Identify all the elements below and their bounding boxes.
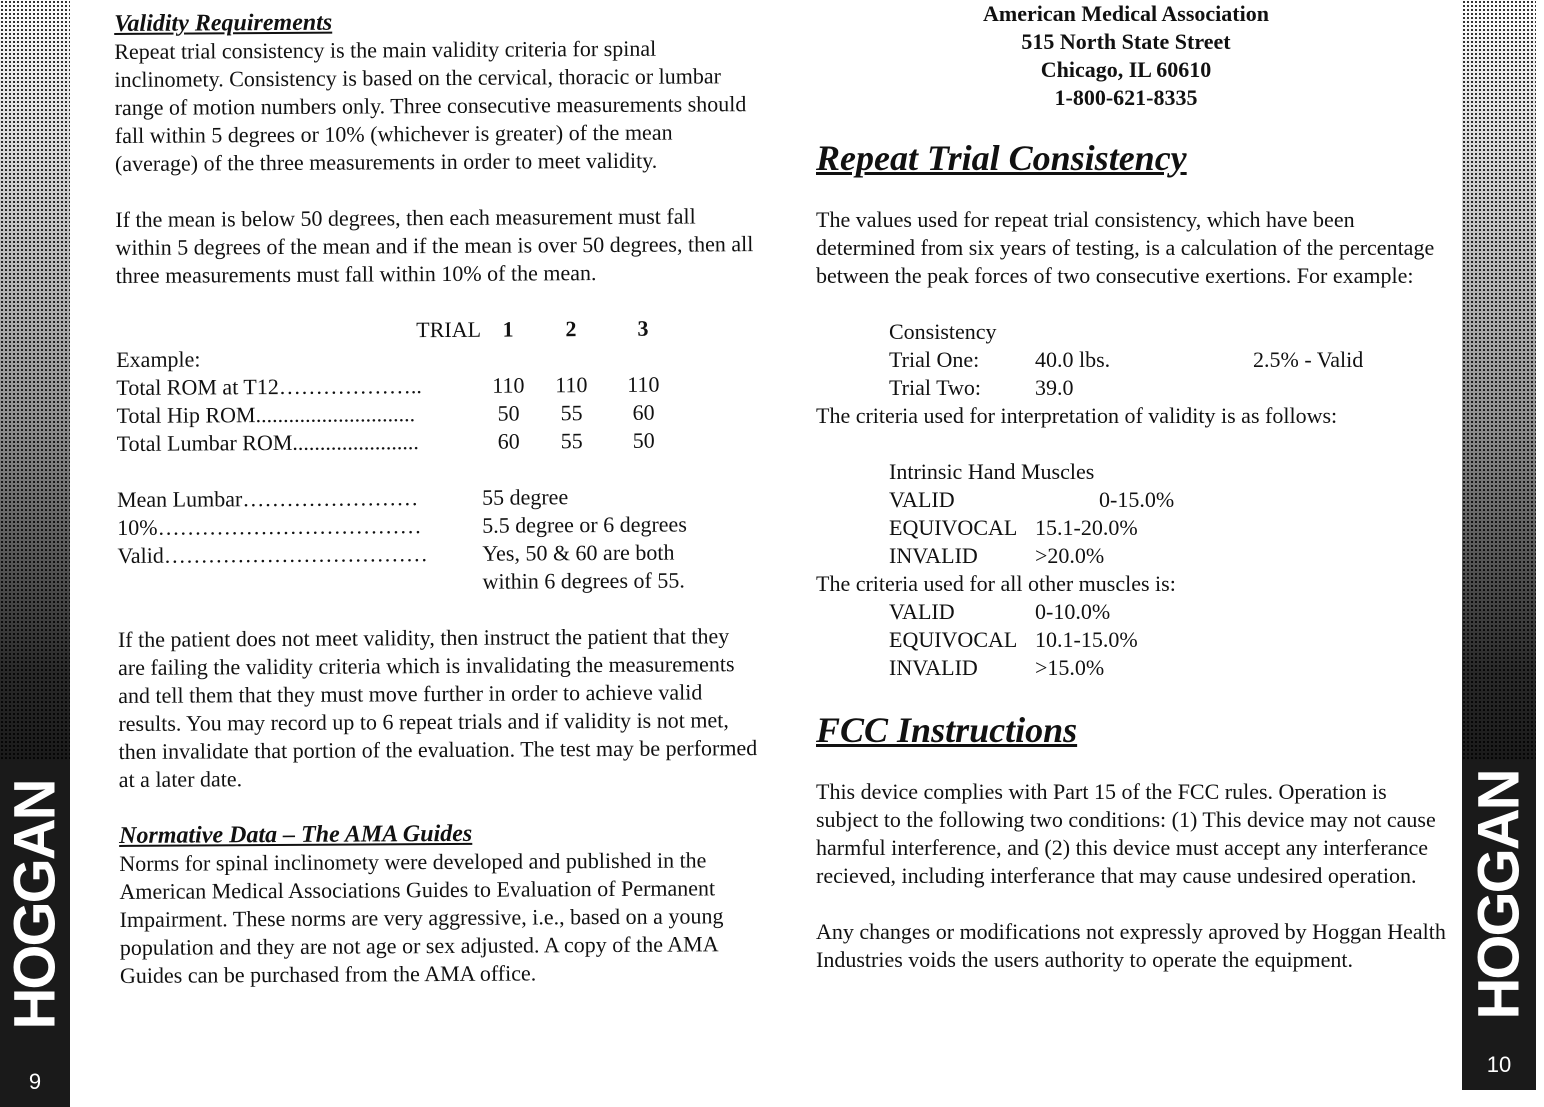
criteria-intro: The criteria used for interpretation of validity is as follows:	[816, 403, 1338, 428]
validity-heading: Validity Requirements	[114, 9, 333, 37]
left-dither-gradient	[0, 0, 70, 760]
table-row	[117, 426, 757, 458]
row-value: 110	[492, 372, 525, 398]
summary-label: 10%………………………………	[117, 513, 422, 540]
criteria-value: >15.0%	[1035, 655, 1105, 680]
right-page-content	[816, 0, 1446, 974]
right-brand-logo: HOGGAN	[1466, 770, 1532, 1020]
normative-heading: Normative Data – The AMA Guides	[119, 820, 473, 849]
row-label: Total Lumbar ROM.......................	[116, 429, 419, 456]
table-row	[116, 398, 756, 430]
criteria-row	[889, 654, 1446, 682]
criteria-value: >20.0%	[1035, 543, 1105, 568]
fcc-paragraph-1: This device complies with Part 15 of the FCC rules. Operation is subject to the following two conditions: (1) This device may not cause harmful interference, and (2) this device must accept any interferance recieved, including interferance that may cause undesired operation.	[816, 779, 1436, 888]
criteria-value: 15.1-20.0%	[1035, 515, 1138, 540]
address-line: 1-800-621-8335	[1054, 85, 1198, 110]
criteria-label: INVALID	[889, 543, 978, 568]
address-line: American Medical Association	[983, 1, 1269, 26]
left-brand-logo: HOGGAN	[2, 780, 68, 1030]
right-page-number: 10	[1486, 1052, 1512, 1077]
summary-value: 5.5 degree or 6 degrees	[482, 511, 687, 538]
consistency-example	[816, 318, 1446, 402]
address-line: Chicago, IL 60610	[1040, 57, 1212, 82]
summary-row	[117, 538, 757, 570]
criteria-value: 10.1-15.0%	[1035, 627, 1138, 652]
row-value: 55	[560, 400, 583, 426]
row-value: 50	[632, 427, 655, 453]
intrinsic-title: Intrinsic Hand Muscles	[889, 459, 1095, 484]
trial-two-value: 39.0	[1035, 375, 1074, 400]
criteria-value: 0-15.0%	[1099, 487, 1175, 512]
example-label: Example:	[116, 346, 201, 372]
criteria-label: EQUIVOCAL	[889, 627, 1018, 652]
row-value: 50	[497, 400, 520, 426]
summary-row	[117, 482, 757, 514]
trial-column-1: 1	[502, 316, 514, 342]
fcc-paragraph-2: Any changes or modifications not expressly aproved by Hoggan Health Industries voids the users authority to operate the equipment.	[816, 919, 1446, 972]
other-criteria-intro: The criteria used for all other muscles is:	[816, 571, 1176, 596]
trial-column-2: 2	[565, 316, 577, 342]
summary-value: 55 degree	[481, 484, 569, 510]
validity-paragraph-2: If the mean is below 50 degrees, then each measurement must fall within 5 degrees of the mean and if the mean is over 50 degrees, then all three measurements must fall within 10% of the mean.	[115, 203, 754, 288]
trial-table	[116, 314, 758, 598]
row-label: Total ROM at T12………………..	[116, 373, 422, 400]
criteria-label: VALID	[889, 599, 955, 624]
table-row	[116, 370, 756, 402]
row-label: Total Hip ROM.............................	[116, 401, 416, 428]
left-side-bar	[0, 0, 70, 1107]
fcc-heading: FCC Instructions	[816, 710, 1078, 750]
right-side-bar	[1462, 0, 1536, 1090]
row-value: 60	[497, 428, 520, 454]
intrinsic-criteria	[816, 458, 1446, 570]
normative-paragraph: Norms for spinal inclinomety were developed and published in the American Medical Associations Guides to Evaluation of Permanent Impairment. These norms are very aggressive, i.e., based on a young population and they are not age or sex adjusted. A copy of the AMA Guides can be purchased from the AMA office.	[119, 847, 724, 988]
left-page-content	[114, 0, 760, 990]
criteria-label: VALID	[889, 487, 955, 512]
criteria-value: 0-10.0%	[1035, 599, 1111, 624]
trial-header-label: TRIAL	[416, 316, 482, 343]
summary-label	[117, 568, 482, 598]
row-value: 110	[555, 372, 588, 398]
trial-one-value: 40.0 lbs.	[1035, 347, 1111, 372]
summary-row	[117, 510, 757, 542]
criteria-label: INVALID	[889, 655, 978, 680]
summary-label: Valid………………………………	[117, 541, 428, 568]
validity-paragraph-3: If the patient does not meet validity, then instruct the patient that they are failing the validity criteria which is invalidating the measurements and tell them that they must move further in order to achieve valid results. You may record up to 6 repeat trials and if validity is not met, then invalidate that portion of the evaluation. The test may be performed at a later date.	[117, 623, 758, 792]
consistency-title: Consistency	[889, 319, 997, 344]
summary-row	[117, 566, 757, 598]
criteria-row	[889, 542, 1446, 570]
trial-column-3: 3	[637, 315, 649, 341]
other-criteria	[816, 598, 1446, 682]
criteria-label: EQUIVOCAL	[889, 515, 1018, 540]
summary-value: within 6 degrees of 55.	[482, 567, 685, 594]
trial-header-row	[116, 314, 756, 346]
row-value: 110	[627, 371, 660, 397]
repeat-trial-paragraph: The values used for repeat trial consistency, which have been determined from six years of testing, is a calculation of the percentage between the peak forces of two consecutive exertions. For example:	[816, 207, 1435, 288]
ama-address	[756, 0, 1496, 112]
address-line: 515 North State Street	[1021, 29, 1231, 54]
row-value: 60	[632, 399, 655, 425]
criteria-row	[889, 598, 1446, 626]
row-value: 55	[560, 428, 583, 454]
trial-one-label: Trial One:	[889, 347, 980, 372]
criteria-row	[889, 626, 1446, 654]
left-page-number: 9	[28, 1069, 42, 1094]
criteria-row	[889, 514, 1446, 542]
summary-label: Mean Lumbar……………………	[116, 485, 419, 512]
repeat-trial-heading: Repeat Trial Consistency	[816, 138, 1187, 178]
trial-one-result: 2.5% - Valid	[1253, 347, 1364, 372]
right-dither-gradient	[1462, 0, 1536, 760]
summary-value: Yes, 50 & 60 are both	[482, 539, 675, 566]
criteria-row	[889, 486, 1446, 514]
trial-two-label: Trial Two:	[889, 375, 981, 400]
validity-paragraph-1: Repeat trial consistency is the main validity criteria for spinal inclinomety. Consistency is based on the cervical, thoracic or lumbar range of motion numbers only. Three consecutive measurements should fall within 5 degrees or 10% (whichever is greater) of the mean (average) of the three measurements in order to meet validity.	[114, 35, 747, 176]
